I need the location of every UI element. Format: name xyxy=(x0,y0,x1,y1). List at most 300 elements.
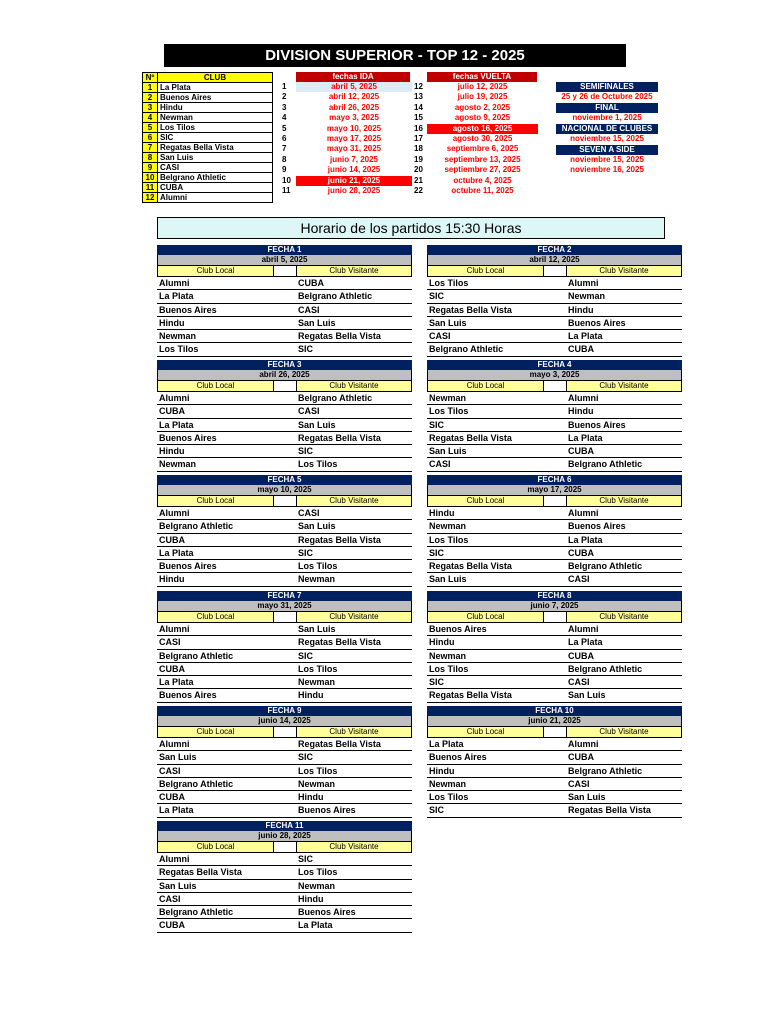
vuelta-row xyxy=(414,124,538,134)
club-number: 11 xyxy=(143,183,158,193)
club-name: Regatas Bella Vista xyxy=(158,143,273,153)
vuelta-row xyxy=(414,144,538,154)
away-club: La Plata xyxy=(568,331,603,342)
ida-row xyxy=(282,92,412,102)
vuelta-date: agosto 2, 2025 xyxy=(454,102,511,112)
club-name: San Luis xyxy=(158,153,273,163)
home-club: Alumni xyxy=(159,854,190,864)
club-row xyxy=(143,153,273,163)
away-club: Los Tilos xyxy=(298,561,338,572)
match-row xyxy=(427,458,682,471)
vuelta-row xyxy=(414,165,538,175)
match-row xyxy=(427,751,682,764)
away-club: Alumni xyxy=(568,508,599,518)
away-club: Hindu xyxy=(568,304,594,315)
home-club: Alumni xyxy=(159,393,190,403)
club-number: 2 xyxy=(143,93,158,103)
vuelta-column xyxy=(414,72,538,196)
club-visitante-header: Club Visitante xyxy=(297,612,411,622)
home-club: CASI xyxy=(429,459,451,470)
vuelta-number: 20 xyxy=(414,165,423,175)
away-club: CASI xyxy=(568,677,590,688)
away-club: Alumni xyxy=(568,624,599,634)
nacional-box xyxy=(556,124,658,144)
horario-banner: Horario de los partidos 15:30 Horas xyxy=(157,217,665,239)
home-club: Buenos Aires xyxy=(159,690,217,701)
club-number: 9 xyxy=(143,163,158,173)
home-club: Los Tilos xyxy=(429,534,469,545)
club-row xyxy=(143,163,273,173)
fecha-title: FECHA 5 xyxy=(157,475,412,485)
fecha-block xyxy=(157,360,412,472)
away-club: Regatas Bella Vista xyxy=(568,805,651,816)
away-club: CASI xyxy=(568,778,590,789)
vuelta-number: 14 xyxy=(414,102,423,112)
club-number: 12 xyxy=(143,193,158,203)
home-club: SIC xyxy=(429,291,445,302)
home-club: Regatas Bella Vista xyxy=(159,867,242,878)
fecha-title: FECHA 2 xyxy=(427,245,682,255)
match-row xyxy=(157,853,412,866)
home-club: CUBA xyxy=(159,792,185,803)
page-title: DIVISION SUPERIOR - TOP 12 - 2025 xyxy=(164,44,626,67)
home-club: Buenos Aires xyxy=(429,752,487,763)
away-club: San Luis xyxy=(298,624,336,634)
ida-row xyxy=(282,144,412,154)
fecha-date: junio 21, 2025 xyxy=(427,716,682,727)
match-row xyxy=(157,547,412,560)
club-name: SIC xyxy=(158,133,273,143)
vuelta-date: septiembre 27, 2025 xyxy=(444,165,521,175)
match-row xyxy=(427,277,682,290)
fecha-columns xyxy=(427,612,682,623)
ida-header: fechas IDA xyxy=(296,72,410,82)
match-row xyxy=(157,765,412,778)
fecha-title: FECHA 7 xyxy=(157,591,412,601)
fecha-date: mayo 17, 2025 xyxy=(427,485,682,496)
ida-date: abril 12, 2025 xyxy=(328,92,380,102)
away-club: Los Tilos xyxy=(298,765,338,776)
fecha-date: mayo 3, 2025 xyxy=(427,370,682,381)
home-club: CASI xyxy=(429,331,451,342)
ida-number: 5 xyxy=(282,123,287,133)
semifinales-value: 25 y 26 de Octubre 2025 xyxy=(561,92,653,101)
ida-date: abril 5, 2025 xyxy=(296,82,412,92)
club-local-header: Club Local xyxy=(158,496,274,506)
vuelta-date: agosto 9, 2025 xyxy=(454,113,511,123)
club-row xyxy=(143,103,273,113)
club-name: CUBA xyxy=(158,183,273,193)
match-row xyxy=(157,676,412,689)
away-club: SIC xyxy=(298,854,314,864)
away-club: San Luis xyxy=(298,419,336,430)
home-club: Hindu xyxy=(159,574,185,585)
club-row xyxy=(143,123,273,133)
away-club: Alumni xyxy=(568,278,599,288)
club-number: 5 xyxy=(143,123,158,133)
match-row xyxy=(427,317,682,330)
fecha-columns xyxy=(427,381,682,392)
home-club: Regatas Bella Vista xyxy=(429,432,512,443)
club-visitante-header: Club Visitante xyxy=(297,496,411,506)
seven-value-1: noviembre 15, 2025 xyxy=(570,155,644,164)
away-club: Buenos Aires xyxy=(298,805,356,816)
club-local-header: Club Local xyxy=(158,842,274,852)
vuelta-date: julio 12, 2025 xyxy=(457,82,508,91)
home-club: Belgrano Athletic xyxy=(159,650,234,661)
home-club: Hindu xyxy=(429,508,455,518)
club-row xyxy=(143,143,273,153)
club-local-header: Club Local xyxy=(428,612,544,622)
home-club: SIC xyxy=(429,677,445,688)
club-visitante-header: Club Visitante xyxy=(567,727,681,737)
club-visitante-header: Club Visitante xyxy=(297,266,411,276)
match-row xyxy=(427,330,682,343)
match-row xyxy=(157,534,412,547)
home-club: Los Tilos xyxy=(429,792,469,803)
vuelta-date: septiembre 6, 2025 xyxy=(446,144,519,154)
home-club: Hindu xyxy=(159,317,185,328)
home-club: Regatas Bella Vista xyxy=(429,561,512,572)
away-club: Belgrano Athletic xyxy=(568,459,643,470)
away-club: Los Tilos xyxy=(298,459,338,470)
club-number: 3 xyxy=(143,103,158,113)
vuelta-number: 16 xyxy=(414,123,423,133)
ida-number: 3 xyxy=(282,102,287,112)
home-club: Alumni xyxy=(159,624,190,634)
fecha-columns xyxy=(157,842,412,853)
away-club: Hindu xyxy=(298,792,324,803)
ida-row xyxy=(282,103,412,113)
fecha-columns xyxy=(427,496,682,507)
ida-date: mayo 17, 2025 xyxy=(326,133,382,143)
nacional-value: noviembre 15, 2025 xyxy=(570,134,644,143)
fecha-block xyxy=(427,591,682,703)
club-local-header: Club Local xyxy=(158,612,274,622)
home-club: Buenos Aires xyxy=(429,624,487,634)
match-row xyxy=(427,392,682,405)
match-row xyxy=(157,304,412,317)
club-visitante-header: Club Visitante xyxy=(297,381,411,391)
vuelta-row xyxy=(414,103,538,113)
fecha-block xyxy=(157,821,412,933)
home-club: San Luis xyxy=(429,574,467,585)
home-club: Los Tilos xyxy=(429,278,469,288)
fecha-columns xyxy=(157,266,412,277)
away-club: La Plata xyxy=(568,432,603,443)
vuelta-row xyxy=(414,92,538,102)
match-row xyxy=(427,791,682,804)
vuelta-date: octubre 11, 2025 xyxy=(451,185,514,195)
ida-row xyxy=(282,124,412,134)
match-row xyxy=(157,392,412,405)
club-row xyxy=(143,113,273,123)
vuelta-date: octubre 4, 2025 xyxy=(453,175,512,185)
away-club: CASI xyxy=(298,406,320,417)
match-row xyxy=(427,623,682,636)
away-club: Alumni xyxy=(568,739,599,749)
away-club: Belgrano Athletic xyxy=(568,561,643,572)
fecha-block xyxy=(157,245,412,357)
club-row xyxy=(143,193,273,203)
fecha-block xyxy=(157,706,412,818)
vuelta-row xyxy=(414,113,538,123)
home-club: Hindu xyxy=(429,765,455,776)
away-club: La Plata xyxy=(568,637,603,648)
fecha-columns xyxy=(157,612,412,623)
match-row xyxy=(427,765,682,778)
club-visitante-header: Club Visitante xyxy=(567,612,681,622)
match-row xyxy=(157,738,412,751)
ida-number: 6 xyxy=(282,133,287,143)
club-local-header: Club Local xyxy=(428,381,544,391)
match-row xyxy=(427,507,682,520)
away-club: CUBA xyxy=(568,752,594,763)
match-row xyxy=(157,317,412,330)
fecha-date: mayo 31, 2025 xyxy=(157,601,412,612)
ida-row xyxy=(282,165,412,175)
away-club: CUBA xyxy=(568,650,594,661)
ida-number: 2 xyxy=(282,92,287,102)
home-club: Belgrano Athletic xyxy=(159,521,234,532)
ida-row xyxy=(282,155,412,165)
vuelta-date: julio 19, 2025 xyxy=(457,92,508,102)
vuelta-row xyxy=(414,176,538,186)
away-club: Newman xyxy=(298,778,336,789)
vuelta-date: agosto 30, 2025 xyxy=(452,133,513,143)
fecha-title: FECHA 1 xyxy=(157,245,412,255)
home-club: Belgrano Athletic xyxy=(159,778,234,789)
home-club: Newman xyxy=(429,393,467,403)
match-row xyxy=(427,304,682,317)
club-name: Buenos Aires xyxy=(158,93,273,103)
ida-number: 4 xyxy=(282,113,287,123)
fecha-date: junio 7, 2025 xyxy=(427,601,682,612)
vuelta-number: 22 xyxy=(414,185,423,195)
match-row xyxy=(427,738,682,751)
away-club: Los Tilos xyxy=(298,663,338,674)
ida-number: 7 xyxy=(282,144,287,154)
home-club: CUBA xyxy=(159,534,185,545)
home-club: Newman xyxy=(159,331,197,342)
club-local-header: Club Local xyxy=(158,266,274,276)
match-row xyxy=(157,419,412,432)
away-club: CUBA xyxy=(298,278,324,288)
fecha-block xyxy=(427,245,682,357)
club-name: Belgrano Athletic xyxy=(158,173,273,183)
away-club: CUBA xyxy=(568,446,594,457)
ida-row xyxy=(282,82,412,92)
club-name: Hindu xyxy=(158,103,273,113)
club-number: 10 xyxy=(143,173,158,183)
match-row xyxy=(427,804,682,817)
club-visitante-header: Club Visitante xyxy=(297,727,411,737)
semifinales-label: SEMIFINALES xyxy=(556,82,658,92)
fecha-date: abril 12, 2025 xyxy=(427,255,682,266)
ida-date: mayo 3, 2025 xyxy=(329,113,379,123)
vuelta-number: 12 xyxy=(414,82,423,91)
seven-value-2: noviembre 16, 2025 xyxy=(570,165,644,175)
match-row xyxy=(157,573,412,586)
club-row xyxy=(143,83,273,93)
away-club: SIC xyxy=(298,446,314,457)
clubs-header xyxy=(143,73,273,83)
fecha-columns xyxy=(427,266,682,277)
match-row xyxy=(157,689,412,702)
home-club: Alumni xyxy=(159,508,190,518)
match-row xyxy=(427,343,682,356)
fecha-title: FECHA 11 xyxy=(157,821,412,831)
ida-number: 9 xyxy=(282,165,287,175)
home-club: CUBA xyxy=(159,406,185,417)
ida-row xyxy=(282,134,412,144)
home-club: La Plata xyxy=(159,805,194,816)
club-local-header: Club Local xyxy=(428,727,544,737)
fecha-block xyxy=(427,706,682,818)
seven-label: SEVEN A SIDE xyxy=(556,145,658,155)
vuelta-row xyxy=(414,186,538,196)
ida-number: 8 xyxy=(282,154,287,164)
away-club: Los Tilos xyxy=(298,867,338,878)
match-row xyxy=(157,893,412,906)
vuelta-number: 21 xyxy=(414,175,423,185)
home-club: SIC xyxy=(429,547,445,558)
match-row xyxy=(157,507,412,520)
ida-date: junio 14, 2025 xyxy=(327,165,381,175)
ida-date: mayo 10, 2025 xyxy=(326,123,382,133)
club-number: 4 xyxy=(143,113,158,123)
away-club: Buenos Aires xyxy=(568,317,626,328)
ida-date: abril 26, 2025 xyxy=(328,102,380,112)
ida-date: junio 7, 2025 xyxy=(329,154,379,164)
match-row xyxy=(427,547,682,560)
away-club: Belgrano Athletic xyxy=(298,291,373,302)
club-number: 7 xyxy=(143,143,158,153)
match-row xyxy=(427,419,682,432)
away-club: Regatas Bella Vista xyxy=(298,534,381,545)
fecha-block xyxy=(427,475,682,587)
away-club: San Luis xyxy=(298,317,336,328)
home-club: Regatas Bella Vista xyxy=(429,304,512,315)
match-row xyxy=(157,791,412,804)
vuelta-number: 18 xyxy=(414,144,423,154)
away-club: Newman xyxy=(298,574,336,585)
club-name: CASI xyxy=(158,163,273,173)
vuelta-date: agosto 16, 2025 xyxy=(427,124,538,134)
fecha-columns xyxy=(157,381,412,392)
fecha-title: FECHA 3 xyxy=(157,360,412,370)
home-club: Belgrano Athletic xyxy=(429,344,504,355)
away-club: San Luis xyxy=(568,690,606,701)
club-name: Los Tilos xyxy=(158,123,273,133)
away-club: Alumni xyxy=(568,393,599,403)
club-row xyxy=(143,133,273,143)
away-club: Newman xyxy=(298,880,336,891)
ida-number: 10 xyxy=(282,175,291,185)
match-row xyxy=(427,636,682,649)
away-club: SIC xyxy=(298,547,314,558)
fecha-date: mayo 10, 2025 xyxy=(157,485,412,496)
match-row xyxy=(427,560,682,573)
away-club: Regatas Bella Vista xyxy=(298,331,381,342)
home-club: CUBA xyxy=(159,920,185,931)
ida-row xyxy=(282,113,412,123)
home-club: CASI xyxy=(159,637,181,648)
semifinales-box xyxy=(556,82,658,102)
match-row xyxy=(157,458,412,471)
match-row xyxy=(157,919,412,932)
fecha-title: FECHA 8 xyxy=(427,591,682,601)
club-name: La Plata xyxy=(158,83,273,93)
home-club: La Plata xyxy=(159,291,194,302)
home-club: Alumni xyxy=(159,278,190,288)
club-visitante-header: Club Visitante xyxy=(567,496,681,506)
ida-column xyxy=(282,72,412,196)
home-club: CUBA xyxy=(159,663,185,674)
final-label: FINAL xyxy=(556,103,658,113)
match-row xyxy=(427,573,682,586)
away-club: SIC xyxy=(298,650,314,661)
club-local-header: Club Local xyxy=(158,727,274,737)
vuelta-date: septiembre 13, 2025 xyxy=(444,154,521,164)
home-club: Buenos Aires xyxy=(159,304,217,315)
match-row xyxy=(157,445,412,458)
club-local-header: Club Local xyxy=(158,381,274,391)
match-row xyxy=(157,650,412,663)
home-club: SIC xyxy=(429,805,445,816)
home-club: Alumni xyxy=(159,739,190,749)
match-row xyxy=(427,778,682,791)
home-club: Los Tilos xyxy=(429,406,469,417)
fecha-block xyxy=(157,591,412,703)
match-row xyxy=(157,520,412,533)
home-club: SIC xyxy=(429,419,445,430)
away-club: Hindu xyxy=(298,690,324,701)
home-club: Buenos Aires xyxy=(159,432,217,443)
away-club: Belgrano Athletic xyxy=(568,663,643,674)
home-club: Newman xyxy=(429,521,467,532)
match-row xyxy=(157,866,412,879)
club-visitante-header: Club Visitante xyxy=(297,842,411,852)
fecha-columns xyxy=(427,727,682,738)
home-club: Los Tilos xyxy=(159,344,199,355)
away-club: San Luis xyxy=(298,521,336,532)
club-number: 1 xyxy=(143,83,158,93)
away-club: Regatas Bella Vista xyxy=(298,637,381,648)
clubs-header-num: Nº xyxy=(143,73,158,83)
away-club: CUBA xyxy=(568,547,594,558)
vuelta-row xyxy=(414,134,538,144)
home-club: CASI xyxy=(159,765,181,776)
clubs-header-club: CLUB xyxy=(158,73,273,83)
match-row xyxy=(157,906,412,919)
match-row xyxy=(157,804,412,817)
vuelta-number: 13 xyxy=(414,92,423,102)
match-row xyxy=(157,330,412,343)
final-box xyxy=(556,103,658,123)
match-row xyxy=(157,778,412,791)
fecha-columns xyxy=(157,496,412,507)
away-club: Belgrano Athletic xyxy=(298,393,373,403)
match-row xyxy=(427,445,682,458)
match-row xyxy=(157,290,412,303)
ida-row xyxy=(282,186,412,196)
club-name: Alumni xyxy=(158,193,273,203)
match-row xyxy=(427,290,682,303)
away-club: Belgrano Athletic xyxy=(568,765,643,776)
match-row xyxy=(427,676,682,689)
away-club: CASI xyxy=(568,574,590,585)
